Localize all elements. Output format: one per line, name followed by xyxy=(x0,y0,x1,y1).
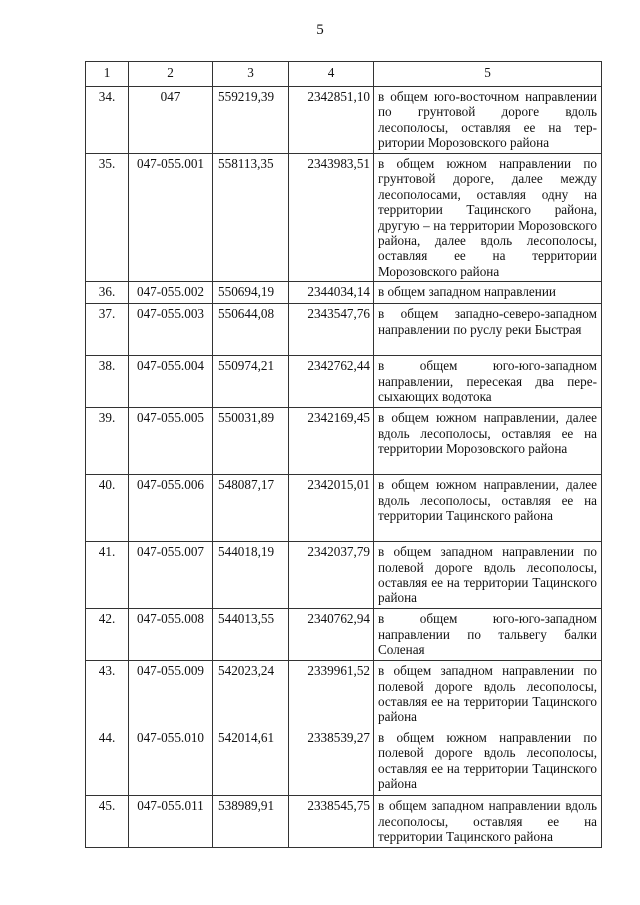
coordinate-y: 2343547,76 xyxy=(289,304,374,356)
point-code: 047-055.001 xyxy=(129,154,213,282)
boundary-description: в общем южном направлении, далее вдоль лесополосы, оставляя ее на территории Морозовского района xyxy=(374,408,602,475)
coordinate-y: 2342037,79 xyxy=(289,542,374,609)
coordinate-y: 2343983,51 xyxy=(289,154,374,282)
table-row xyxy=(86,609,602,661)
boundary-description: в общем западном направлении вдоль лесополосы, оставляя ее на территории Тацинского района xyxy=(374,796,602,848)
point-code: 047-055.010 xyxy=(129,728,213,796)
table-row xyxy=(86,356,602,408)
row-number: 44. xyxy=(86,728,129,796)
boundary-description: в общем западно-северо-западном направлении по руслу реки Быстрая xyxy=(374,304,602,356)
point-code: 047-055.009 xyxy=(129,661,213,728)
table-row xyxy=(86,728,602,796)
header-col-5: 5 xyxy=(374,62,602,87)
row-number: 39. xyxy=(86,408,129,475)
row-number: 43. xyxy=(86,661,129,728)
table-row xyxy=(86,304,602,356)
table-row xyxy=(86,282,602,304)
coordinate-x: 550644,08 xyxy=(213,304,289,356)
boundary-description: в общем юго-юго-западном направлении по тальвегу балки Соленая xyxy=(374,609,602,661)
boundary-description: в общем южном направлении, далее вдоль лесополосы, оставляя ее на территории Тацинского района xyxy=(374,475,602,542)
table-row xyxy=(86,796,602,848)
table-row xyxy=(86,542,602,609)
coordinate-y: 2342762,44 xyxy=(289,356,374,408)
point-code: 047-055.011 xyxy=(129,796,213,848)
coordinate-x: 550031,89 xyxy=(213,408,289,475)
coordinate-y: 2338545,75 xyxy=(289,796,374,848)
coordinate-x: 550974,21 xyxy=(213,356,289,408)
row-number: 45. xyxy=(86,796,129,848)
coordinate-y: 2342169,45 xyxy=(289,408,374,475)
coordinate-x: 558113,35 xyxy=(213,154,289,282)
table-row xyxy=(86,408,602,475)
table-row xyxy=(86,87,602,154)
boundary-description: в общем западном направлении по полевой дороге вдоль лесополосы, оставляя ее на территории Тацинского района xyxy=(374,542,602,609)
header-col-2: 2 xyxy=(129,62,213,87)
point-code: 047-055.008 xyxy=(129,609,213,661)
point-code: 047-055.004 xyxy=(129,356,213,408)
coordinates-table xyxy=(85,61,602,848)
point-code: 047-055.005 xyxy=(129,408,213,475)
coordinate-x: 538989,91 xyxy=(213,796,289,848)
row-number: 42. xyxy=(86,609,129,661)
coordinate-y: 2340762,94 xyxy=(289,609,374,661)
coordinate-x: 542023,24 xyxy=(213,661,289,728)
row-number: 35. xyxy=(86,154,129,282)
coordinate-x: 544013,55 xyxy=(213,609,289,661)
header-col-1: 1 xyxy=(86,62,129,87)
coordinate-x: 548087,17 xyxy=(213,475,289,542)
boundary-description: в общем южном направлении по грунтовой дороге, далее между лесополосами, оставляя одну на территории Тацинского района, другую – на территории Морозовского района, далее вдоль лесополосы, оставляя ее на территории Морозовского района xyxy=(374,154,602,282)
boundary-description: в общем юго-юго-западном направлении, пересекая два пересыхающих водотока xyxy=(374,356,602,408)
point-code: 047 xyxy=(129,87,213,154)
row-number: 40. xyxy=(86,475,129,542)
row-number: 38. xyxy=(86,356,129,408)
boundary-description: в общем юго-восточном направлении по грунтовой дороге вдоль лесополосы, оставляя ее на территории Морозовского района xyxy=(374,87,602,154)
header-col-3: 3 xyxy=(213,62,289,87)
coordinate-x: 559219,39 xyxy=(213,87,289,154)
table-row xyxy=(86,154,602,282)
coordinate-x: 542014,61 xyxy=(213,728,289,796)
point-code: 047-055.007 xyxy=(129,542,213,609)
point-code: 047-055.002 xyxy=(129,282,213,304)
coordinate-x: 550694,19 xyxy=(213,282,289,304)
header-col-4: 4 xyxy=(289,62,374,87)
point-code: 047-055.006 xyxy=(129,475,213,542)
row-number: 34. xyxy=(86,87,129,154)
boundary-description: в общем западном направлении xyxy=(374,282,602,304)
page-number: 5 xyxy=(316,22,324,38)
coordinate-y: 2344034,14 xyxy=(289,282,374,304)
table-header-row xyxy=(86,62,602,87)
row-number: 37. xyxy=(86,304,129,356)
row-number: 41. xyxy=(86,542,129,609)
coordinate-y: 2342015,01 xyxy=(289,475,374,542)
coordinate-x: 544018,19 xyxy=(213,542,289,609)
coordinate-y: 2342851,10 xyxy=(289,87,374,154)
coordinate-y: 2339961,52 xyxy=(289,661,374,728)
table-row xyxy=(86,661,602,728)
point-code: 047-055.003 xyxy=(129,304,213,356)
boundary-description: в общем южном направлении по полевой дороге вдоль лесополосы, оставляя ее на территории Тацинского района xyxy=(374,728,602,796)
row-number: 36. xyxy=(86,282,129,304)
coordinate-y: 2338539,27 xyxy=(289,728,374,796)
table-row xyxy=(86,475,602,542)
boundary-description: в общем западном направлении по полевой дороге вдоль лесополосы, оставляя ее на территории Тацинского района xyxy=(374,661,602,728)
